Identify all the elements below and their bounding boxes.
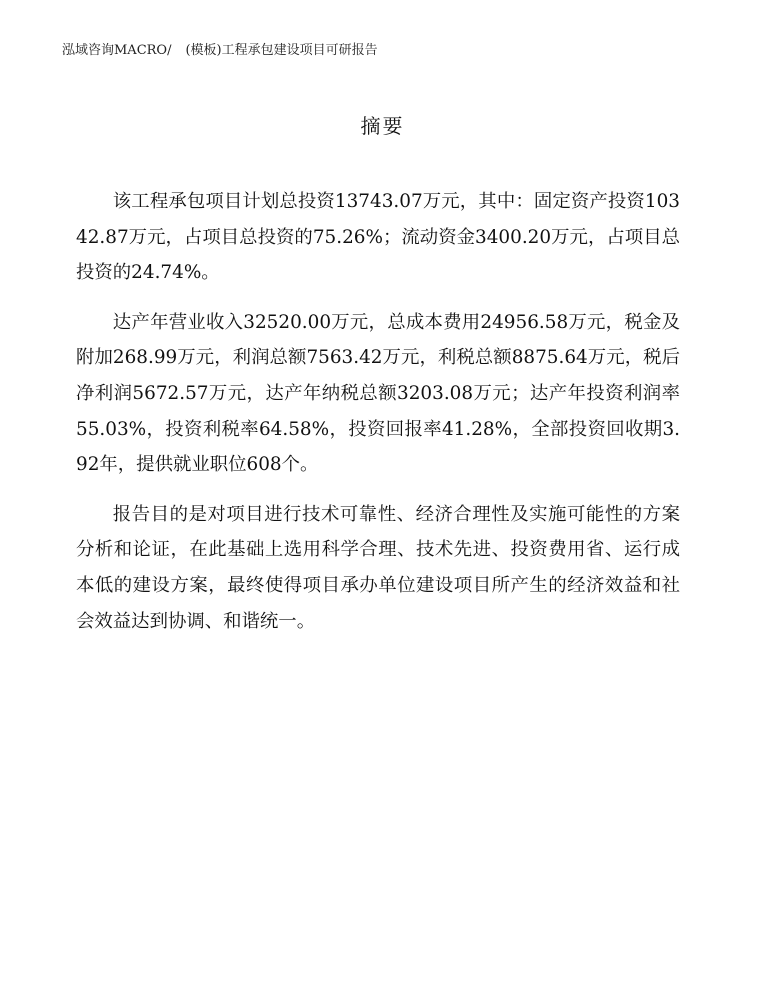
page-header xyxy=(62,42,702,60)
paragraph-investment: 该工程承包项目计划总投资13743.07万元，其中：固定资产投资10342.87万元，占项目总投资的75.26%；流动资金3400.20万元，占项目总投资的24.74%。 xyxy=(76,191,680,284)
abstract-body xyxy=(76,184,680,653)
header-source: 泓域咨询MACRO/ xyxy=(62,43,172,58)
paragraph-financials: 达产年营业收入32520.00万元，总成本费用24956.58万元，税金及附加268.99万元，利润总额7563.42万元，利税总额8875.64万元，税后净利润5672.57万元，达产年纳税总额3203.08万元；达产年投资利润率55.03%，投资利税率64.58%，投资回报率41.28%，全部投资回收期3.92年，提供就业职位608个。 xyxy=(76,311,680,476)
page-title: 摘要 xyxy=(360,114,405,138)
paragraph-purpose: 报告目的是对项目进行技术可靠性、经济合理性及实施可能性的方案分析和论证，在此基础上选用科学合理、技术先进、投资费用省、运行成本低的建设方案，最终使得项目承办单位建设项目所产生的经济效益和社会效益达到协调、和谐统一。 xyxy=(76,503,680,632)
header-document-title: (模板)工程承包建设项目可研报告 xyxy=(185,43,378,58)
